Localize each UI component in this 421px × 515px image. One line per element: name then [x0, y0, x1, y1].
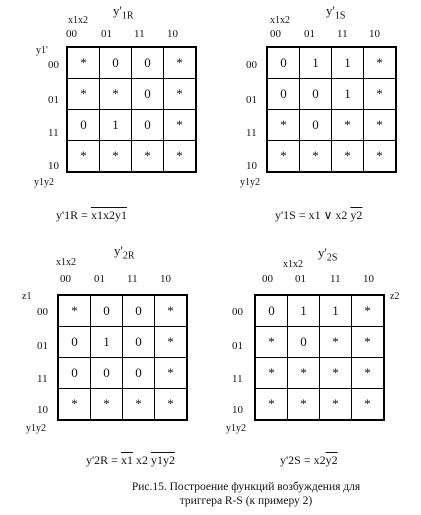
map2-cell: *	[267, 110, 300, 141]
map2-cell: 0	[267, 79, 300, 110]
map2-row-header-3: 10	[246, 160, 257, 172]
map2-cell: *	[300, 141, 332, 173]
map3-cell: 0	[91, 295, 123, 327]
map1-cell: *	[100, 141, 132, 173]
map2-row-header-1: 01	[246, 94, 257, 106]
map4-cell: 0	[288, 327, 320, 358]
map1-title: $y'_{1R}$	[113, 3, 134, 22]
map3-cell: 0	[58, 327, 91, 358]
map1-cell: *	[164, 47, 197, 79]
map2-cell: *	[332, 141, 364, 173]
map2-col-header-1: 01	[304, 28, 315, 40]
map2-row-variable-bottom: y1y2	[240, 177, 260, 188]
map4-col-header-0: 00	[262, 273, 273, 285]
map4-cell: *	[352, 389, 385, 421]
map3-row-header-2: 11	[37, 373, 48, 385]
map2-cell: 0	[300, 110, 332, 141]
map3-cell: 0	[58, 358, 91, 389]
map4-cell: *	[255, 358, 288, 389]
map3-cell: *	[155, 389, 188, 421]
map1-col-header-1: 01	[101, 28, 112, 40]
map2-cell: *	[364, 79, 397, 110]
figure-caption	[96, 482, 396, 507]
map4-cell: 0	[255, 295, 288, 327]
caption-line-1: Рис.15. Построение функций возбуждения для	[131, 481, 361, 493]
map4-cell: 1	[288, 295, 320, 327]
map4-cell: *	[352, 358, 385, 389]
map1-cell: *	[67, 141, 100, 173]
map3-row-header-0: 00	[37, 306, 48, 318]
map3-row-variable-bottom: y1y2	[26, 423, 46, 434]
map1-row-header-1: 01	[48, 94, 59, 106]
map4-row-variable-top: z2	[390, 291, 400, 302]
map1-col-header-2: 11	[134, 28, 145, 40]
map3-row-header-3: 10	[37, 404, 48, 416]
caption-line-2: триггера R-S (к примеру 2)	[179, 494, 313, 507]
map1-cell: 0	[132, 110, 164, 141]
map4-title: $y'_{2S}$	[318, 245, 338, 264]
map2-title: $y'_{1S}$	[326, 3, 346, 22]
map4-cell: *	[288, 358, 320, 389]
map4-row-variable-bottom: y1y2	[226, 423, 246, 434]
map2-col-variable: x1x2	[270, 15, 290, 26]
map1-cell: 0	[67, 110, 100, 141]
map3-karnaugh-grid	[57, 294, 188, 421]
map4-cell: *	[288, 389, 320, 421]
map1-cell: *	[164, 141, 197, 173]
map1-cell: *	[100, 79, 132, 110]
map2-cell: *	[364, 110, 397, 141]
map1-col-header-3: 10	[167, 28, 178, 40]
map3-cell: *	[58, 389, 91, 421]
map2-cell: *	[364, 47, 397, 79]
map1-cell: 1	[100, 110, 132, 141]
map1-cell: 0	[100, 47, 132, 79]
map1-cell: *	[164, 110, 197, 141]
map3-cell: *	[123, 389, 155, 421]
map3-cell: 0	[123, 358, 155, 389]
map1-row-header-3: 10	[48, 160, 59, 172]
map3-row-header-1: 01	[37, 340, 48, 352]
map1-formula: y'1R = x1x2y1	[56, 208, 127, 222]
map3-col-header-3: 10	[160, 273, 171, 285]
map1-karnaugh-grid	[66, 46, 197, 173]
map3-col-header-0: 00	[60, 273, 71, 285]
map3-cell: *	[58, 295, 91, 327]
map1-cell: 0	[132, 79, 164, 110]
map4-cell: *	[255, 327, 288, 358]
map1-row-variable-top: y1'	[36, 45, 48, 56]
map4-row-header-1: 01	[232, 340, 243, 352]
map3-formula: y'2R = x1 x2 y1y2	[86, 453, 175, 467]
map2-cell: 1	[332, 47, 364, 79]
map1-col-header-0: 00	[66, 28, 77, 40]
map4-row-header-3: 10	[232, 404, 243, 416]
map2-cell: 0	[267, 47, 300, 79]
map4-col-header-3: 10	[363, 273, 374, 285]
map4-cell: *	[255, 389, 288, 421]
map4-col-variable: x1x2	[283, 259, 303, 270]
map3-title: $y'_{2R}$	[114, 243, 135, 262]
map2-karnaugh-grid	[266, 46, 397, 173]
map4-row-header-2: 11	[232, 373, 243, 385]
map4-formula: y'2S = x2y2	[280, 453, 338, 467]
map1-cell: *	[164, 79, 197, 110]
map2-col-header-2: 11	[337, 28, 348, 40]
map3-cell: *	[155, 327, 188, 358]
map4-cell: *	[352, 327, 385, 358]
map3-col-header-1: 01	[94, 273, 105, 285]
map2-row-header-0: 00	[246, 59, 257, 71]
map3-cell: *	[155, 358, 188, 389]
map3-cell: 0	[123, 295, 155, 327]
map2-col-header-3: 10	[369, 28, 380, 40]
map3-cell: 0	[123, 327, 155, 358]
map3-cell: *	[91, 389, 123, 421]
map2-cell: *	[267, 141, 300, 173]
map3-col-header-2: 11	[127, 273, 138, 285]
map4-row-header-0: 00	[232, 306, 243, 318]
map2-cell: 1	[332, 79, 364, 110]
map1-row-header-0: 00	[48, 59, 59, 71]
map2-cell: *	[364, 141, 397, 173]
map1-cell: *	[132, 141, 164, 173]
map3-cell: 1	[91, 327, 123, 358]
map2-col-header-0: 00	[270, 28, 281, 40]
map2-cell: 1	[300, 47, 332, 79]
map2-cell: *	[332, 110, 364, 141]
map4-cell: *	[320, 389, 352, 421]
map4-col-header-1: 01	[295, 273, 306, 285]
map1-row-variable-bottom: y1y2	[34, 177, 54, 188]
map4-cell: *	[352, 295, 385, 327]
map4-cell: *	[320, 358, 352, 389]
map4-col-header-2: 11	[330, 273, 341, 285]
map3-cell: *	[155, 295, 188, 327]
map4-cell: *	[320, 327, 352, 358]
map1-row-header-2: 11	[48, 127, 59, 139]
map3-cell: 0	[91, 358, 123, 389]
map2-cell: 0	[300, 79, 332, 110]
map3-row-variable-top: z1	[22, 291, 32, 302]
map2-formula: y'1S = x1 ∨ x2 y2	[275, 208, 363, 222]
map3-col-variable: x1x2	[56, 257, 76, 268]
map4-karnaugh-grid	[254, 294, 385, 421]
map1-col-variable: x1x2	[68, 15, 88, 26]
map1-cell: *	[67, 79, 100, 110]
map1-cell: 0	[132, 47, 164, 79]
map4-cell: 1	[320, 295, 352, 327]
map1-cell: *	[67, 47, 100, 79]
map2-row-header-2: 11	[246, 127, 257, 139]
